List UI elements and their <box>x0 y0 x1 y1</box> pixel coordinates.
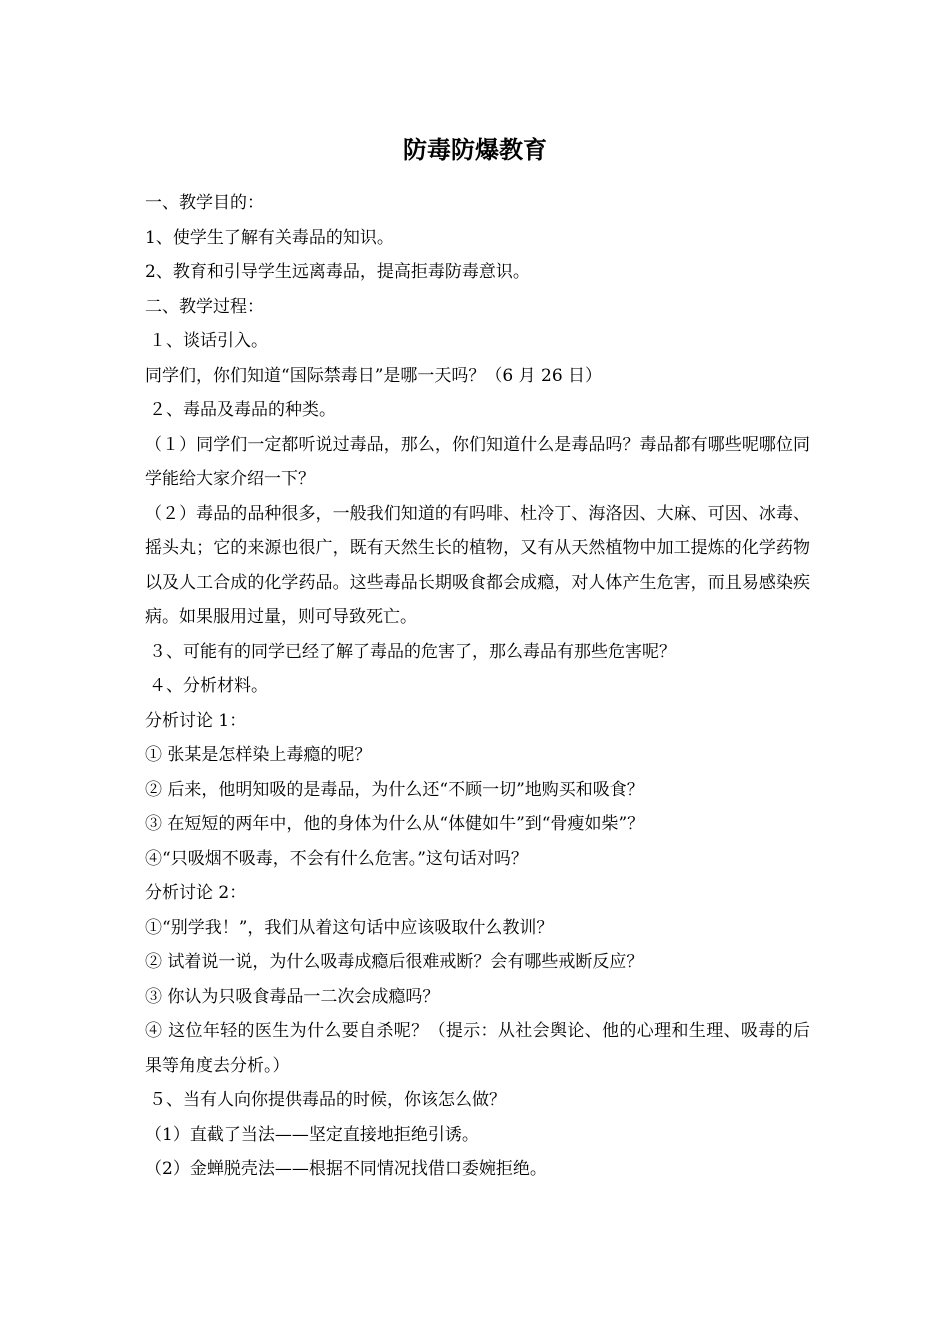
discussion-2-heading: 分析讨论 2： <box>145 883 247 903</box>
step-1-question: 同学们，你们知道“国际禁毒日”是哪一天吗？（6 月 26 日） <box>145 365 603 386</box>
heading-process: 二、教学过程： <box>145 296 264 317</box>
discussion-2-q3: ③ 你认为只吸食毒品一二次会成瘾吗？ <box>145 986 440 1007</box>
discussion-1-q2: ② 后来，他明知吸的是毒品，为什么还“不顾一切”地购买和吸食？ <box>145 779 644 800</box>
discussion-1-q1: ① 张某是怎样染上毒瘾的呢？ <box>145 745 372 765</box>
method-2: （2）金蝉脱壳法——根据不同情况找借口委婉拒绝。 <box>145 1159 547 1179</box>
discussion-2-q4: ④ 这位年轻的医生为什么要自杀呢？（提示：从社会舆论、他的心理和生理、吸毒的后果等角度去分析。） <box>145 1021 810 1076</box>
objective-2: 2、教育和引导学生远离毒品，提高拒毒防毒意识。 <box>145 262 530 282</box>
document-title: 防毒防爆教育 <box>403 136 547 164</box>
step-3: ３、可能有的同学已经了解了毒品的危害了，那么毒品有那些危害呢？ <box>149 641 676 662</box>
paragraph-drug-intro: （１）同学们一定都听说过毒品，那么，你们知道什么是毒品吗？毒品都有哪些呢哪位同学能给大家介绍一下？ <box>145 434 810 489</box>
discussion-1-heading: 分析讨论 1： <box>145 710 247 731</box>
paragraph-drug-types: （２）毒品的品种很多，一般我们知道的有吗啡、杜冷丁、海洛因、大麻、可因、冰毒、摇头丸；它的来源也很广，既有天然生长的植物，又有从天然植物中加工提炼的化学药物以及人工合成的化学药品。这些毒品长期吸食都会成瘾，对人体产生危害，而且易感染疾病。如果服用过量，则可导致死亡。 <box>145 503 810 627</box>
discussion-2-q1: ①“别学我！”，我们从着这句话中应该吸取什么教训？ <box>145 917 554 938</box>
method-1: （1）直截了当法——坚定直接地拒绝引诱。 <box>145 1124 479 1145</box>
discussion-1-q3: ③ 在短短的两年中，他的身体为什么从“体健如牛”到“骨瘦如柴”？ <box>145 814 645 834</box>
discussion-1-q4: ④“只吸烟不吸毒，不会有什么危害。”这句话对吗？ <box>145 848 528 869</box>
document-body <box>145 186 810 1187</box>
step-5: ５、当有人向你提供毒品的时候，你该怎么做？ <box>149 1090 506 1110</box>
objective-1: 1、使学生了解有关毒品的知识。 <box>145 227 394 248</box>
step-1: １、谈话引入。 <box>149 331 268 351</box>
step-4: ４、分析材料。 <box>149 676 268 696</box>
discussion-2-q2: ② 试着说一说，为什么吸毒成瘾后很难戒断？会有哪些戒断反应？ <box>145 952 644 972</box>
step-2: ２、毒品及毒品的种类。 <box>149 400 336 420</box>
heading-objectives: 一、教学目的： <box>145 193 264 213</box>
